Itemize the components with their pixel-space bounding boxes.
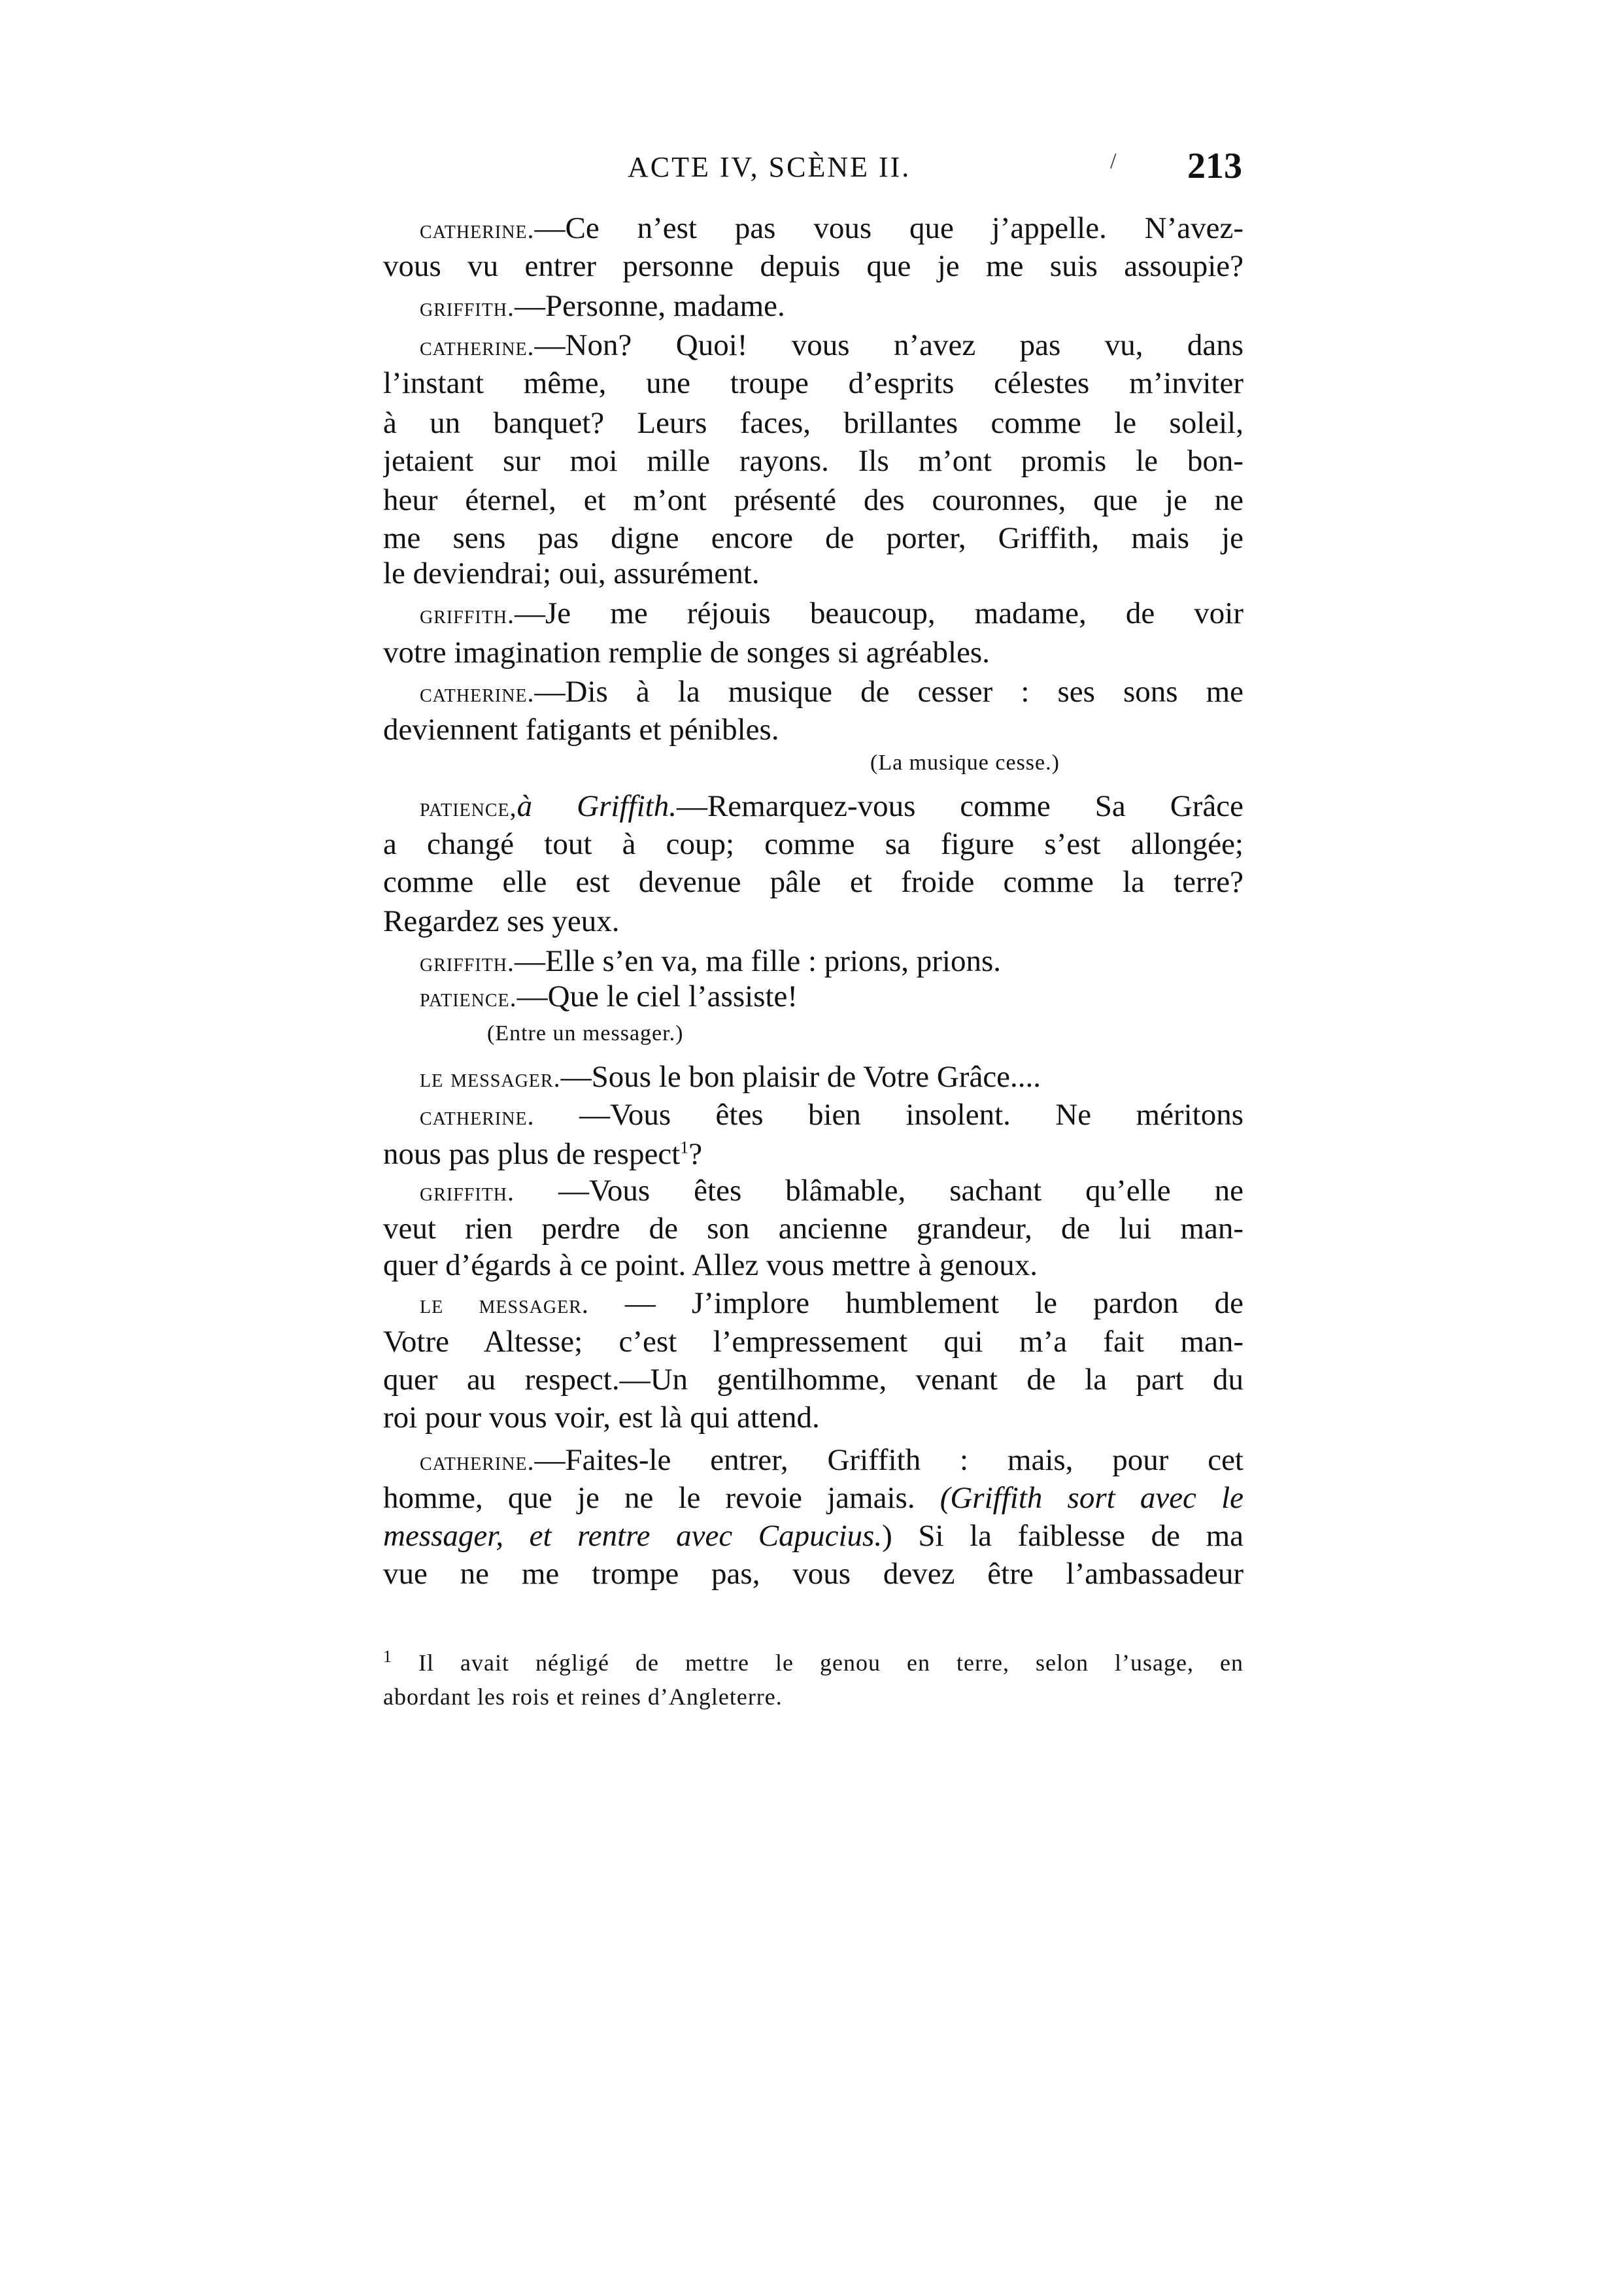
text-segment: —Faites-le entrer, Griffith : mais, pour cet bbox=[534, 1443, 1243, 1477]
text-segment: —Dis à la musique de cesser : ses sons me bbox=[534, 675, 1243, 709]
text-segment: Regardez ses yeux. bbox=[383, 904, 620, 938]
text-line bbox=[383, 1322, 1243, 1361]
text-segment: à un banquet? Leurs faces, brillantes comme le soleil, bbox=[383, 406, 1243, 440]
italic-text: messager, et rentre avec Capucius. bbox=[383, 1519, 883, 1553]
text-segment: —Personne, madame. bbox=[515, 289, 785, 323]
text-line bbox=[420, 1171, 1243, 1210]
text-line bbox=[420, 977, 1243, 1017]
italic-text: (Griffith sort avec le bbox=[939, 1481, 1243, 1515]
text-segment: le deviendrai; oui, assurément. bbox=[383, 556, 760, 590]
text-line bbox=[383, 403, 1243, 443]
text-segment: —Ce n’est pas vous que j’appelle. N’avez- bbox=[534, 211, 1243, 245]
speaker-name: griffith. bbox=[420, 292, 515, 322]
footnote-mark: 1 bbox=[383, 1647, 392, 1666]
text-line bbox=[383, 554, 1243, 593]
text-segment: vous vu entrer personne depuis que je me suis assoupie? bbox=[383, 249, 1243, 283]
text-segment: —Que le ciel l’assiste! bbox=[516, 979, 798, 1013]
text-segment: deviennent fatigants et pénibles. bbox=[383, 713, 779, 747]
speaker-name: le messager. bbox=[420, 1063, 561, 1093]
speaker-name: catherine. bbox=[420, 1101, 535, 1130]
text-line bbox=[383, 1134, 1243, 1174]
text-segment: quer d’égards à ce point. Allez vous mettre à genoux. bbox=[383, 1248, 1038, 1282]
text-segment: comme elle est devenue pâle et froide comme la terre? bbox=[383, 865, 1243, 899]
text-segment: homme, que je ne le revoie jamais. bbox=[383, 1481, 940, 1515]
text-segment: —Sous le bon plaisir de Votre Grâce.... bbox=[560, 1060, 1041, 1094]
text-segment: —Vous êtes blâmable, sachant qu’elle ne bbox=[515, 1174, 1243, 1208]
running-header bbox=[628, 145, 1242, 187]
text-line bbox=[420, 594, 1243, 633]
stage-direction: (La musique cesse.) bbox=[870, 751, 1060, 775]
text-segment: roi pour vous voir, est là qui attend. bbox=[383, 1401, 820, 1435]
text-segment: —Vous êtes bien insolent. Ne méritons bbox=[534, 1098, 1243, 1132]
speaker-name: patience. bbox=[420, 983, 517, 1012]
text-segment: nous pas plus de respect bbox=[383, 1137, 681, 1171]
text-segment: votre imagination remplie de songes si agréables. bbox=[383, 636, 990, 670]
text-line bbox=[420, 672, 1243, 711]
text-segment: vue ne me trompe pas, vous devez être l’ambassadeur bbox=[383, 1557, 1243, 1591]
speaker-name: griffith. bbox=[420, 600, 515, 629]
speaker-name: catherine. bbox=[420, 214, 535, 244]
text-line bbox=[383, 862, 1243, 902]
text-line bbox=[383, 1398, 1243, 1437]
text-line bbox=[383, 902, 1243, 941]
footnote-line bbox=[383, 1646, 1243, 1679]
text-segment: l’instant même, une troupe d’esprits célestes m’inviter bbox=[383, 366, 1243, 400]
text-segment: —Remarquez-vous comme Sa Grâce bbox=[676, 789, 1243, 823]
text-segment: —Je me réjouis beaucoup, madame, de voir bbox=[515, 596, 1243, 630]
text-line bbox=[420, 787, 1243, 826]
text-line bbox=[420, 942, 1243, 982]
speaker-name: patience, bbox=[420, 792, 517, 822]
footnote-line: abordant les rois et reines d’Angleterre. bbox=[383, 1684, 783, 1710]
speaker-name: griffith. bbox=[420, 947, 515, 977]
text-segment: veut rien perdre de son ancienne grandeur, de lui man- bbox=[383, 1212, 1243, 1246]
text-segment: Votre Altesse; c’est l’empressement qui m’a fait man- bbox=[383, 1325, 1243, 1359]
text-line bbox=[383, 824, 1243, 864]
stage-direction: (Entre un messager.) bbox=[487, 1021, 684, 1046]
text-line bbox=[420, 326, 1243, 365]
running-title: ACTE IV, SCÈNE II. bbox=[628, 151, 911, 183]
text-segment: — J’implore humblement le pardon de bbox=[588, 1286, 1243, 1320]
speaker-name: catherine. bbox=[420, 332, 535, 361]
text-line bbox=[383, 1478, 1243, 1518]
text-segment: quer au respect.—Un gentilhomme, venant de la part du bbox=[383, 1363, 1243, 1397]
text-line bbox=[383, 364, 1243, 403]
text-line bbox=[383, 1209, 1243, 1248]
text-line bbox=[420, 1095, 1243, 1134]
text-segment: heur éternel, et m’ont présenté des couronnes, que je ne bbox=[383, 483, 1243, 517]
speaker-name: le messager. bbox=[420, 1289, 589, 1319]
text-line bbox=[383, 1246, 1243, 1285]
text-line bbox=[383, 1554, 1243, 1593]
text-line bbox=[383, 633, 1243, 672]
text-line bbox=[383, 710, 1243, 749]
stray-mark: / bbox=[1110, 149, 1119, 173]
text-line bbox=[383, 518, 1243, 558]
text-segment: —Elle s’en va, ma fille : prions, prions. bbox=[515, 944, 1002, 978]
text-line bbox=[420, 1057, 1243, 1098]
text-line bbox=[383, 246, 1243, 286]
italic-text: à Griffith. bbox=[516, 789, 677, 823]
text-segment: a changé tout à coup; comme sa figure s’est allongée; bbox=[383, 827, 1243, 861]
text-line bbox=[383, 1516, 1243, 1556]
text-segment: jetaient sur moi mille rayons. Ils m’ont promis le bon- bbox=[383, 444, 1243, 478]
page-number: 213 bbox=[1187, 146, 1242, 186]
text-line bbox=[420, 1440, 1243, 1480]
text-segment: ) Si la faiblesse de ma bbox=[882, 1519, 1243, 1553]
text-line bbox=[420, 286, 1243, 327]
text-line bbox=[420, 209, 1243, 248]
speaker-name: griffith. bbox=[420, 1177, 515, 1206]
text-segment: me sens pas digne encore de porter, Griffith, mais je bbox=[383, 521, 1243, 555]
text-line bbox=[383, 441, 1243, 481]
footnote-ref: 1 bbox=[680, 1138, 689, 1157]
speaker-name: catherine. bbox=[420, 1446, 535, 1476]
speaker-name: catherine. bbox=[420, 678, 535, 707]
text-line bbox=[383, 1360, 1243, 1399]
footnote-text: Il avait négligé de mettre le genou en terre, selon l’usage, en bbox=[418, 1650, 1244, 1676]
text-segment: ? bbox=[688, 1137, 703, 1171]
text-segment: —Non? Quoi! vous n’avez pas vu, dans bbox=[534, 328, 1243, 362]
text-line bbox=[383, 481, 1243, 520]
text-line bbox=[420, 1284, 1243, 1323]
